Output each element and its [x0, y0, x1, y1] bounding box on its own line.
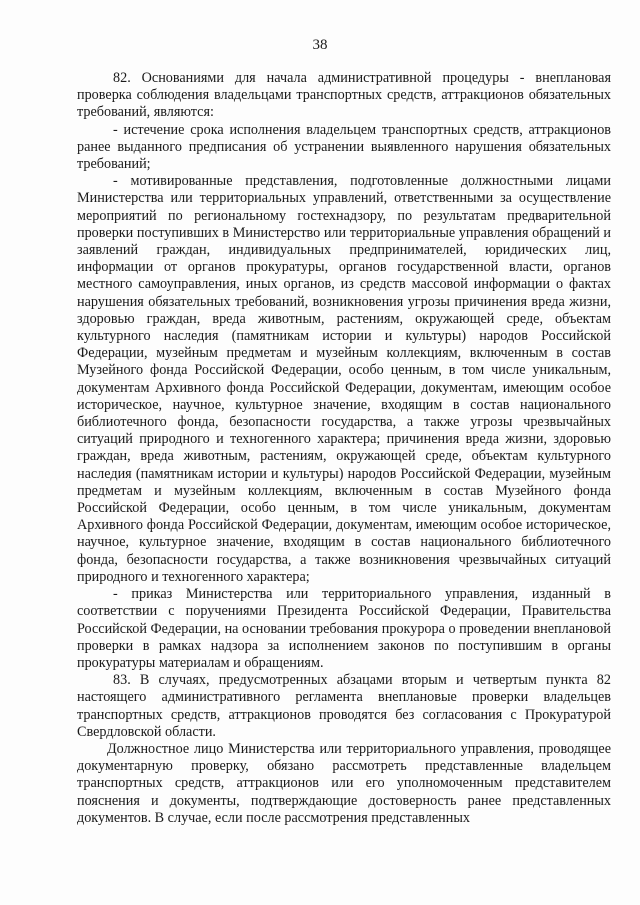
paragraph-bullet-3: - приказ Министерства или территориального управления, изданный в соответствии с поручениями Президента Российской Федерации, Правительства Российской Федерации, на основании требования прокурора о проведении внеплановой проверки в рамках надзора за исполнением законов по поступившим в органы прокуратуры материалам и обращениям.: [77, 586, 611, 671]
paragraph-official-duty: Должностное лицо Министерства или территориального управления, проводящее документарную проверку, обязано рассмотреть представленные владельцем транспортных средств, аттракционов или его уполномоченным представителем пояснения и документы, подтверждающие достоверность ранее представленных документов. В случае, если после рассмотрения представленных: [77, 740, 611, 826]
paragraph-82-intro: 82. Основаниями для начала административной процедуры - внеплановая проверка соблюдения владельцами транспортных средств, аттракционов обязательных требований, являются:: [77, 70, 611, 121]
paragraph-83: 83. В случаях, предусмотренных абзацами вторым и четвертым пункта 82 настоящего административного регламента внеплановые проверки владельцев транспортных средств, аттракционов проводятся без согласования с Прокуратурой Свердловской области.: [77, 672, 611, 740]
paragraph-bullet-1: - истечение срока исполнения владельцем транспортных средств, аттракционов ранее выданного предписания об устранении выявленного нарушения обязательных требований;: [77, 121, 611, 173]
document-body: [77, 70, 611, 827]
paragraph-bullet-2: - мотивированные представления, подготовленные должностными лицами Министерства или территориальных управлений, ответственными за осуществление мероприятий по региональному гостехнадзору, по результатам предварительной проверки поступивших в Министерство или территориальные управления обращений и заявлений граждан, индивидуальных предпринимателей, юридических лиц, информации от органов прокуратуры, органов государственной власти, органов местного самоуправления, иных органов, из средств массовой информации о фактах нарушения обязательных требований, возникновения угрозы причинения вреда жизни, здоровью граждан, вреда животным, растениям, окружающей среде, объектам культурного наследия (памятникам истории и культуры) народов Российской Федерации, музейным предметам и музейным коллекциям, включенным в состав Музейного фонда Российской Федерации, особо ценным, в том числе уникальным, документам Архивного фонда Российской Федерации, документам, имеющим особое историческое, научное, культурное значение, входящим в состав национального библиотечного фонда, безопасности государства, а также угрозы чрезвычайных ситуаций природного и техногенного характера; причинения вреда жизни, здоровью граждан, вреда животным, растениям, окружающей среде, объектам культурного наследия (памятникам истории и культуры) народов Российской Федерации, музейным предметам и музейным коллекциям, включенным в состав Музейного фонда Российской Федерации, особо ценным, в том числе уникальным, документам Архивного фонда Российской Федерации, документам, имеющим особое историческое, научное, культурное значение, входящим в состав национального библиотечного фонда, безопасности государства, а также возникновения чрезвычайных ситуаций природного и техногенного характера;: [77, 173, 611, 585]
page-number: 38: [312, 37, 328, 53]
